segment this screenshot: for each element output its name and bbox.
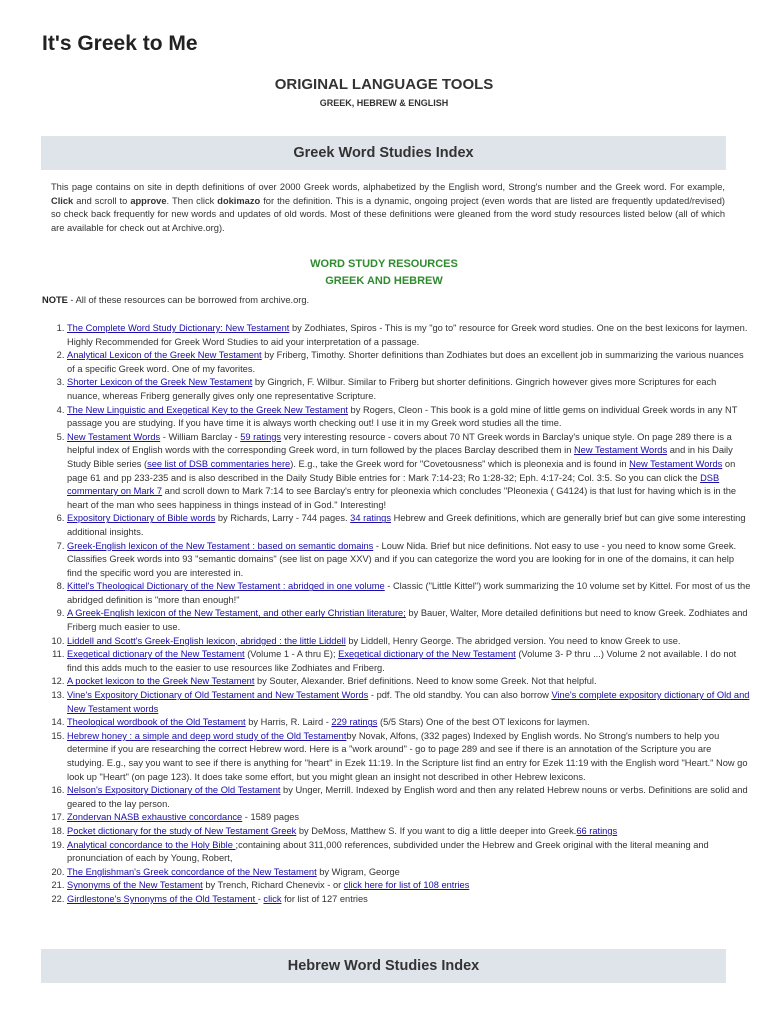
resource-link[interactable]: Zondervan NASB exhaustive concordance	[67, 812, 243, 823]
resource-link[interactable]: The Englishman's Greek concordance of the New Testament	[67, 866, 317, 877]
resource-link[interactable]: Hebrew honey : a simple and deep word study of the Old Testament	[67, 730, 347, 741]
resource-link[interactable]: 59 ratings	[240, 431, 282, 442]
resource-item	[67, 893, 751, 907]
intro-text: and scroll to	[73, 195, 131, 206]
resource-text: and in his Daily Study Bible series (	[67, 445, 733, 469]
resource-text: by Harris, R. Laird -	[245, 717, 332, 728]
resource-item	[67, 675, 751, 689]
resource-item	[67, 866, 751, 880]
note-text: - All of these resources can be borrowed from archive.org.	[67, 295, 310, 305]
greek-index-heading: Greek Word Studies Index	[293, 145, 474, 161]
tools-heading: ORIGINAL LANGUAGE TOOLS	[274, 76, 494, 93]
resource-text: (Volume 3- P thru ...) Volume 2 not available. I do not find this adds much to the easier to use resources like Zodhiates and Friberg.	[67, 649, 737, 673]
resource-link[interactable]: The Complete Word Study Dictionary: New Testament	[67, 323, 290, 333]
resource-text: for list of 127 entries	[281, 893, 368, 904]
resource-item	[67, 404, 751, 431]
tools-subheading: GREEK, HEBREW & ENGLISH	[319, 98, 449, 108]
resource-text: by Gingrich, F. Wilbur. Similar to Friberg but shorter definitions. Gingrich however gives more Scriptures for each nuance, whereas Friberg generally gives only one representative Scripture.	[67, 377, 717, 401]
resource-item	[67, 607, 751, 634]
resource-link[interactable]: Exegetical dictionary of the New Testament	[67, 649, 245, 660]
resource-link[interactable]: Nelson's Expository Dictionary of the Old Testament	[67, 785, 281, 796]
resource-text: - pdf. The old standby. You can also borrow	[368, 690, 552, 701]
resource-text: by Unger, Merrill. Indexed by English word and then any related Hebrew nouns or verbs. Definitions are solid and geared to the lay person.	[67, 785, 748, 809]
resource-text: by Zodhiates, Spiros - This is my "go to" resource for Greek word studies. One on the best lexicons for laymen. Highly Recommended for Greek Word Studies to aid your interpretation of a passage.	[67, 323, 748, 347]
note	[42, 295, 309, 305]
resource-item	[67, 349, 751, 376]
resource-text: by DeMoss, Matthew S. If you want to dig a little deeper into Greek.	[296, 825, 577, 836]
resource-text: ). E.g., take the Greek word for "Covetousness" which is pleonexia and is found in	[290, 458, 630, 469]
resource-link[interactable]: 66 ratings	[576, 825, 618, 836]
resource-text: by Trench, Richard Chenevix - or	[202, 880, 344, 891]
resource-link[interactable]: Liddell and Scott's Greek-English lexicon, abridged : the little Liddell	[67, 635, 346, 646]
intro-text: for the definition. This is a dynamic, ongoing project (even words that are listed are frequently updated/revised) so check back frequently for new words and updates of old words. Most of these definitions were gleaned from the word study resources listed below (all of which are available for check out at Archive.org).	[51, 195, 725, 234]
resource-item	[67, 431, 751, 513]
resource-link[interactable]: A pocket lexicon to the Greek New Testament	[67, 676, 255, 687]
resource-text: by Novak, Alfons, (332 pages) Indexed by English words. No Strong's numbers to help you determine if you are researching the correct Hebrew word. Here is a "work around" - go to page 289 and see if there is an annotation of the Scripture you are studying. E.g., say you want to see if there is anything for "heart" in Ezek 11:19. In the Scripture list find an entry for Ezek 11:19 with the English word "Heart." Now go look up "Heart" (on page 123). It does take some effort, but you might glean an insight not described in other Hebrew lexicons.	[67, 730, 748, 782]
resource-text: - William Barclay -	[160, 431, 241, 442]
resource-link[interactable]: A Greek-English lexicon of the New Testament, and other early Christian literature;	[67, 608, 406, 619]
intro-click-word: Click	[51, 195, 74, 206]
resource-item	[67, 839, 751, 866]
resource-item	[67, 879, 751, 893]
resource-link[interactable]: Theological wordbook of the Old Testament	[67, 717, 246, 728]
resource-link[interactable]: Analytical concordance to the Holy Bible ;	[67, 839, 239, 850]
resource-item	[67, 730, 751, 784]
resource-link[interactable]: New Testament Words	[573, 445, 668, 456]
resource-link[interactable]: Girdlestone's Synonyms of the Old Testament	[67, 893, 258, 904]
resource-text: by Liddell, Henry George. The abridged version. You need to know Greek to use.	[345, 635, 681, 646]
resource-item	[67, 716, 751, 730]
resource-link[interactable]: Analytical Lexicon of the Greek New Testament	[67, 350, 262, 361]
resource-link[interactable]: 34 ratings	[350, 513, 392, 524]
resource-link[interactable]: New Testament Words	[67, 431, 161, 442]
resource-text: by Friberg, Timothy. Shorter definitions than Zodhiates but does an excellent job in summarizing the various nuances of a specific Greek word. One of my favorites.	[67, 350, 744, 374]
resource-list	[42, 322, 751, 907]
resource-text: by Richards, Larry - 744 pages.	[215, 513, 351, 524]
resource-item	[67, 540, 751, 581]
resource-text: on page 61 and pp 233-235 and is also described in the Daily Study Bible entries for : Mark 7:14-23; Ro 1:28-32; Eph. 4:17-24; Col. 3:5. So you can click the	[67, 458, 736, 483]
resource-text: containing about 311,000 references, subdivided under the Hebrew and Greek original with the literal meaning and pronunciation of each by Young, Robert,	[67, 839, 709, 864]
resource-link[interactable]: click here for list of 108 entries	[343, 880, 470, 891]
resource-item	[67, 635, 751, 649]
resource-text: -	[257, 893, 264, 904]
resource-item	[67, 689, 751, 716]
resource-link[interactable]: DSB commentary on Mark 7	[67, 472, 720, 497]
resource-link[interactable]: Vine's complete expository dictionary of Old and New Testament words	[67, 690, 750, 714]
resource-link[interactable]: click	[263, 893, 282, 904]
intro-text: This page contains on site in depth definitions of over 2000 Greek words, alphabetized by the English word, Strong's number and the Greek word. For example,	[51, 182, 725, 192]
intro-dokimazo-word: dokimazo	[217, 195, 261, 206]
resource-item	[67, 784, 751, 811]
resource-link[interactable]: New Testament Words	[629, 458, 723, 469]
resource-text: (Volume 1 - A thru E);	[244, 649, 339, 660]
resource-text: and scroll down to Mark 7:14 to see Barclay's entry for pleonexia which concludes "Pleonexia ( G4124) is that lust for having which is in the heart of the man who sees happiness in things instead of in God." Interesting!	[67, 486, 737, 510]
resource-link[interactable]: Greek-English lexicon of the New Testament : based on semantic domains	[67, 540, 374, 551]
resource-link[interactable]: Expository Dictionary of Bible words	[67, 513, 216, 524]
hebrew-index-banner	[41, 949, 726, 983]
resource-link[interactable]: Shorter Lexicon of the Greek New Testament	[67, 377, 253, 388]
resource-item	[67, 512, 751, 539]
resource-text: (5/5 Stars) One of the best OT lexicons for laymen.	[377, 717, 590, 728]
resource-item	[67, 811, 751, 825]
note-label: NOTE	[42, 295, 68, 305]
resource-text: Hebrew and Greek definitions, which are generally brief but can give some interesting additional insights.	[67, 513, 746, 537]
resource-link[interactable]: Exegetical dictionary of the New Testament	[338, 649, 516, 660]
site-title: It's Greek to Me	[42, 32, 198, 55]
resource-text: - 1589 pages	[242, 812, 300, 823]
resource-item	[67, 580, 751, 607]
intro-approve-word: approve	[130, 195, 167, 206]
intro-text: . Then click	[166, 195, 218, 206]
resource-item	[67, 322, 751, 349]
greek-index-banner	[41, 136, 726, 170]
resource-text: by Wigram, George	[316, 866, 400, 877]
resource-text: by Souter, Alexander. Brief definitions. Need to know some Greek. Not that helpful.	[254, 676, 597, 687]
intro-paragraph	[51, 181, 725, 236]
resource-text: by Bauer, Walter, More detailed definitions but need to know Greek. Zodhiates and Friberg much easier to use.	[67, 608, 748, 633]
resource-link[interactable]: Pocket dictionary for the study of New Testament Greek	[67, 825, 297, 836]
resource-text: very interesting resource - covers about 70 NT Greek words in Barclay's unique style. On page 289 there is a helpful index of English words with the corresponding Greek word, in turn followed by the places Barclay described them in	[67, 431, 732, 456]
resource-text: - Louw Nida. Brief but nice definitions. Not easy to use - you need to know some Greek. Classifies Greek words into 93 "semantic domains" (see list on page XXV) and if you can categorize the word you are looking for in one of the domains, it can help find the specific word you are interested in.	[67, 540, 737, 578]
resource-text: by Rogers, Cleon - This book is a gold mine of little gems on individual Greek words in any NT passage you are studying. If you have time it is always worth checking out! I use it in my Greek word studies all the time.	[67, 404, 738, 429]
resource-link[interactable]: Vine's Expository Dictionary of Old Testament and New Testament Words	[67, 690, 369, 701]
hebrew-index-heading: Hebrew Word Studies Index	[287, 958, 480, 974]
resource-link[interactable]: Kittel's Theological Dictionary of the New Testament : abridged in one volume	[67, 581, 385, 592]
resource-item	[67, 648, 751, 675]
resource-item	[67, 825, 751, 839]
resources-heading-line: GREEK AND HEBREW	[325, 275, 443, 287]
resource-item	[67, 376, 751, 403]
resource-link[interactable]: see list of DSB commentaries here	[147, 458, 291, 469]
resources-heading	[0, 256, 768, 290]
resources-heading-line: WORD STUDY RESOURCES	[310, 258, 458, 270]
resource-link[interactable]: The New Linguistic and Exegetical Key to the Greek New Testament	[67, 404, 348, 415]
resource-link[interactable]: Synonyms of the New Testament	[67, 880, 203, 891]
resource-link[interactable]: 229 ratings	[331, 717, 378, 728]
resource-text: - Classic ("Little Kittel") work summarizing the 10 volume set by Kittel. For most of us the abridged definition is "more than enough!"	[67, 581, 751, 605]
